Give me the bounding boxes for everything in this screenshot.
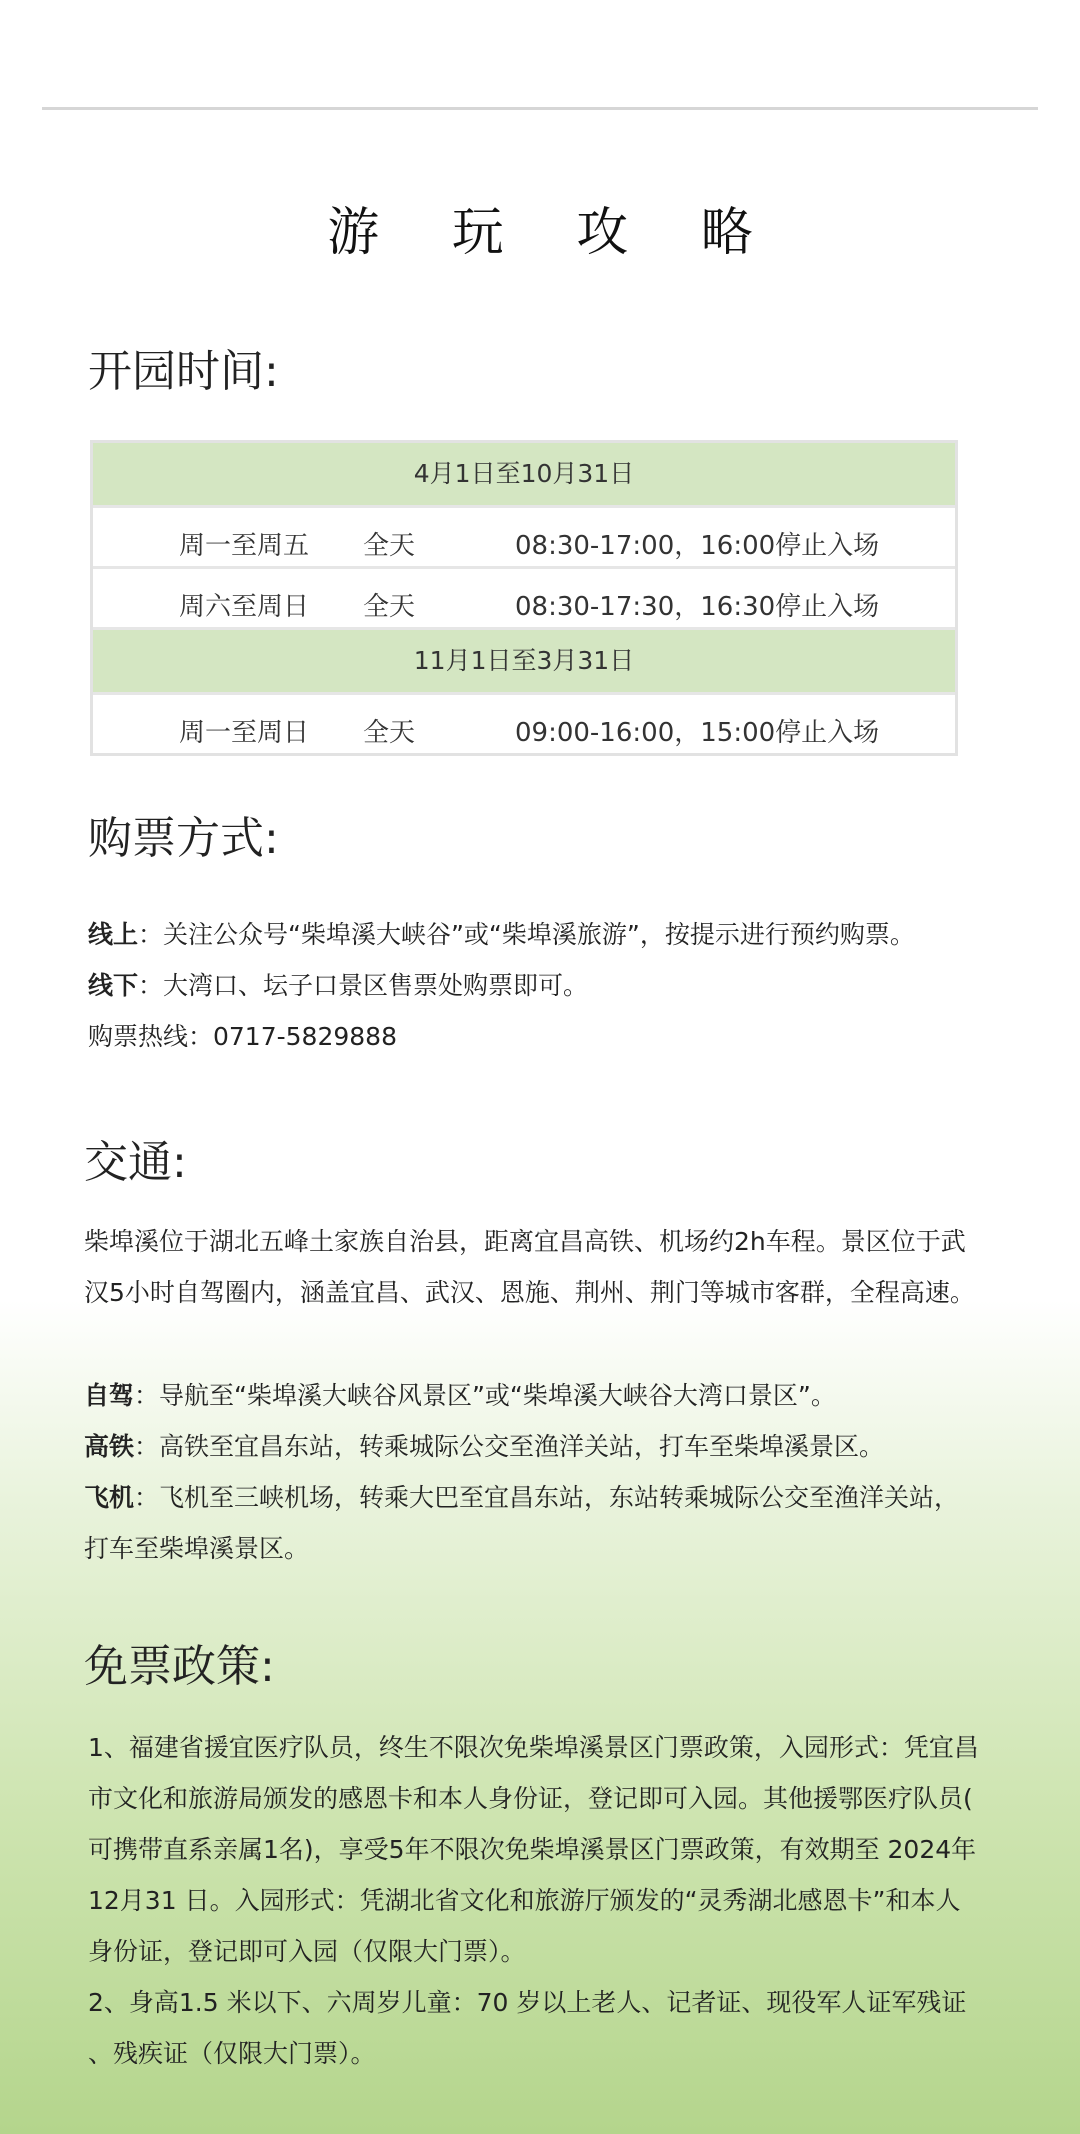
- policy-line: 12月31 日。入园形式：凭湖北省文化和旅游厅颁发的“灵秀湖北感恩卡”和本人: [88, 1886, 961, 1915]
- time-cell: 08:30-17:30，16:30停止入场: [515, 592, 880, 622]
- page-title: 游 玩 攻 略: [327, 203, 781, 263]
- transport-intro-line: 柴埠溪位于湖北五峰土家族自治县，距离宜昌高铁、机场约2h车程。景区位于武: [84, 1227, 966, 1256]
- policy-line: 市文化和旅游局颁发的感恩卡和本人身份证，登记即可入园。其他援鄂医疗队员(: [88, 1784, 973, 1813]
- top-divider: [42, 107, 1038, 110]
- tickets-heading: 购票方式:: [88, 813, 279, 864]
- table-row: [93, 695, 955, 753]
- days-cell: 周一至周日: [179, 718, 310, 748]
- policy-line: 可携带直系亲属1名)，享受5年不限次免柴埠溪景区门票政策，有效期至 2024年: [88, 1835, 977, 1864]
- policy-line: 2、身高1.5 米以下、六周岁儿童：70 岁以上老人、记者证、现役军人证军残证: [88, 1988, 967, 2017]
- plane-line-cont: 打车至柴埠溪景区。: [84, 1534, 310, 1563]
- days-cell: 周六至周日: [179, 592, 310, 622]
- table-row: [93, 508, 955, 569]
- policy-line: 、残疾证（仅限大门票）。: [88, 2039, 376, 2068]
- table-row: [93, 569, 955, 630]
- hours-heading: 开园时间:: [88, 346, 279, 397]
- span-cell: 全天: [363, 592, 416, 622]
- drive-text: ：导航至“柴埠溪大峡谷风景区”或“柴埠溪大峡谷大湾口景区”。: [134, 1381, 836, 1410]
- drive-line: [84, 1376, 836, 1412]
- rail-text: ：高铁至宜昌东站，转乘城际公交至渔洋关站，打车至柴埠溪景区。: [134, 1432, 885, 1461]
- plane-label: 飞机: [84, 1483, 135, 1512]
- plane-line: [84, 1478, 959, 1514]
- transport-intro-line: 汉5小时自驾圈内，涵盖宜昌、武汉、恩施、荆州、荆门等城市客群，全程高速。: [84, 1278, 975, 1307]
- span-cell: 全天: [363, 531, 416, 561]
- drive-label: 自驾: [84, 1381, 135, 1410]
- online-label: 线上: [88, 920, 139, 949]
- policy-line: 1、福建省援宜医疗队员，终生不限次免柴埠溪景区门票政策，入园形式：凭宜昌: [88, 1733, 979, 1762]
- offline-text: ：大湾口、坛子口景区售票处购票即可。: [138, 971, 589, 1000]
- time-cell: 08:30-17:00，16:00停止入场: [515, 531, 880, 561]
- hours-table: [90, 440, 958, 756]
- period-header: 11月1日至3月31日: [93, 630, 955, 695]
- hotline: 购票热线：0717-5829888: [88, 1022, 397, 1051]
- online-ticket-line: [88, 915, 915, 951]
- period-header: 4月1日至10月31日: [93, 443, 955, 508]
- policy-line: 身份证，登记即可入园（仅限大门票）。: [88, 1937, 526, 1966]
- policy-heading: 免票政策:: [84, 1641, 275, 1692]
- transport-heading: 交通:: [84, 1137, 187, 1188]
- offline-label: 线下: [88, 971, 139, 1000]
- days-cell: 周一至周五: [179, 531, 310, 561]
- rail-line: [84, 1427, 884, 1463]
- offline-ticket-line: [88, 966, 588, 1002]
- online-text: ：关注公众号“柴埠溪大峡谷”或“柴埠溪旅游”，按提示进行预约购票。: [138, 920, 915, 949]
- rail-label: 高铁: [84, 1432, 135, 1461]
- time-cell: 09:00-16:00，15:00停止入场: [515, 718, 880, 748]
- span-cell: 全天: [363, 718, 416, 748]
- plane-text: ：飞机至三峡机场，转乘大巴至宜昌东站，东站转乘城际公交至渔洋关站，: [134, 1483, 960, 1512]
